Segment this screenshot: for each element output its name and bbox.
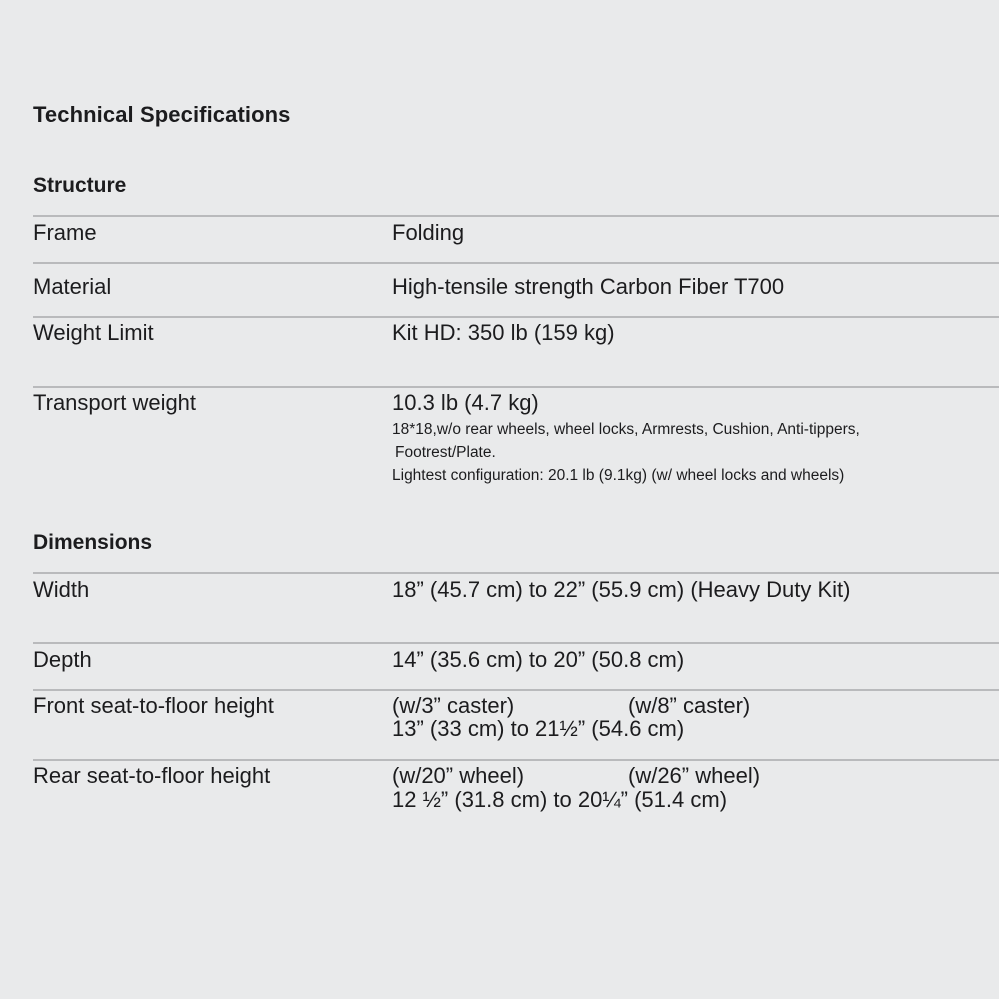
divider (33, 572, 999, 574)
spec-value-transport-weight: 10.3 lb (4.7 kg) (392, 390, 539, 415)
spec-label-transport-weight: Transport weight (33, 390, 197, 415)
spec-value-front-height: 13” (33 cm) to 21½” (54.6 cm) (392, 716, 685, 741)
spec-value-frame: Folding (392, 220, 465, 245)
spec-option-front-height-small-caster: (w/3” caster) (392, 693, 515, 718)
divider (33, 386, 999, 388)
section-heading-dimensions: Dimensions (33, 531, 153, 554)
spec-note-transport-weight-line2: Footrest/Plate. (395, 444, 496, 461)
spec-option-front-height-large-caster: (w/8” caster) (628, 693, 751, 718)
spec-note-transport-weight-line1: 18*18,w/o rear wheels, wheel locks, Armrests, Cushion, Anti-tippers, (392, 421, 860, 438)
divider (33, 215, 999, 217)
divider (33, 642, 999, 644)
divider (33, 689, 999, 691)
spec-label-width: Width (33, 577, 90, 602)
spec-value-material: High-tensile strength Carbon Fiber T700 (392, 274, 785, 299)
spec-value-weight-limit: Kit HD: 350 lb (159 kg) (392, 320, 615, 345)
divider (33, 316, 999, 318)
spec-note-transport-weight-line3: Lightest configuration: 20.1 lb (9.1kg) (w/ wheel locks and wheels) (392, 467, 845, 484)
page-title: Technical Specifications (33, 102, 291, 127)
divider (33, 262, 999, 264)
section-heading-structure: Structure (33, 174, 127, 197)
spec-label-frame: Frame (33, 220, 97, 245)
spec-label-depth: Depth (33, 647, 92, 672)
divider (33, 759, 999, 761)
spec-option-rear-height-large-wheel: (w/26” wheel) (628, 763, 761, 788)
spec-label-weight-limit: Weight Limit (33, 320, 154, 345)
spec-value-width: 18” (45.7 cm) to 22” (55.9 cm) (Heavy Duty Kit) (392, 577, 851, 602)
spec-option-rear-height-small-wheel: (w/20” wheel) (392, 763, 525, 788)
spec-label-rear-height: Rear seat-to-floor height (33, 763, 271, 788)
spec-label-front-height: Front seat-to-floor height (33, 693, 274, 718)
spec-label-material: Material (33, 274, 112, 299)
spec-value-depth: 14” (35.6 cm) to 20” (50.8 cm) (392, 647, 685, 672)
spec-value-rear-height: 12 ½” (31.8 cm) to 20¼” (51.4 cm) (392, 787, 728, 812)
